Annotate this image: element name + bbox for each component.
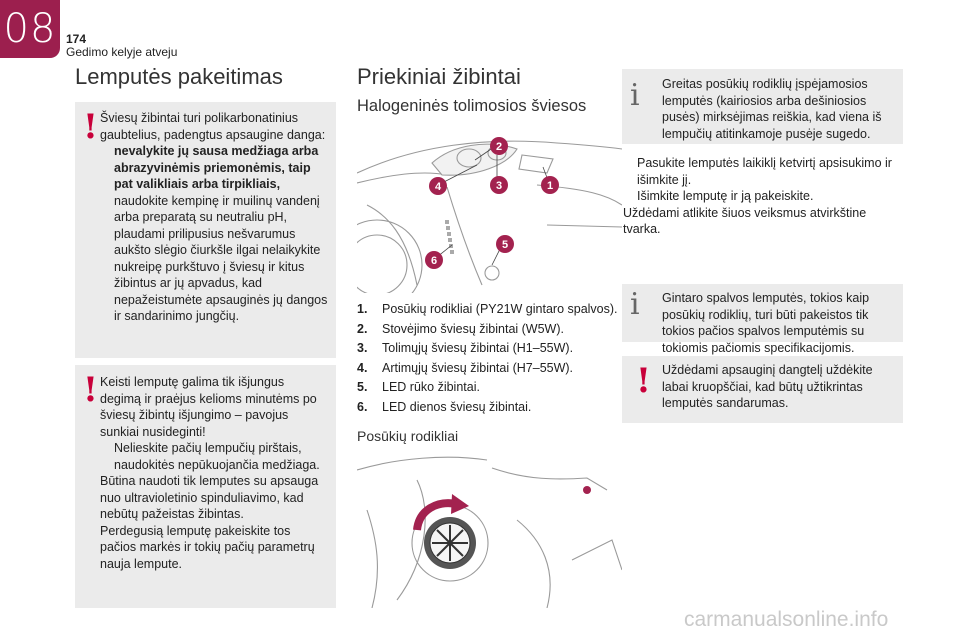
steps — [623, 155, 893, 238]
callout-1: 1 — [546, 180, 554, 192]
bullet-icon — [623, 155, 637, 188]
bulb-list — [357, 301, 622, 418]
step: Pasukite lemputės laikiklį ketvirtį apsisukimo ir išimkite jį. — [637, 156, 892, 187]
warning-icon: ! — [83, 370, 98, 410]
warning-bullet: Nelieskite pačių lempučių pirštais, naudokitės nepūkuojančia medžiaga. — [114, 441, 320, 472]
bullet-icon — [623, 188, 637, 205]
indicator-figure — [357, 450, 622, 608]
warning-bullet: plaudami prilipusius nešvarumus aukšto slėgio čiurkšle ilgai nelaikykite nukreipę purkštuvo į šviesų ir kitus žibintus ar jų apvadus, kad nepažeistumėte apsauginės jų dangos ir sandarinimo jungčių. — [114, 226, 328, 323]
page-number: 174 — [66, 32, 87, 46]
chapter-number: 08 — [3, 5, 57, 52]
middle-title: Priekiniai žibintai — [357, 64, 521, 89]
callout-6: 6 — [430, 255, 438, 267]
info-icon: i — [630, 78, 640, 113]
bullet-icon — [100, 143, 114, 193]
warning-box-seal — [622, 356, 903, 423]
callout-5: 5 — [501, 239, 509, 251]
list-item: 5. LED rūko žibintai. — [357, 380, 480, 394]
info-box-indicator — [622, 69, 903, 144]
callout-4: 4 — [434, 181, 442, 193]
warning-icon: ! — [83, 107, 98, 147]
warning-text: Būtina naudoti tik lemputes su apsauga nuo ultravioletinio spinduliavimo, kad nebūtų pažeistas žibintas. — [100, 474, 319, 521]
callout-2: 2 — [495, 141, 503, 153]
warning-bullet: nevalykite jų sausa medžiaga arba abrazyvinėmis priemonėmis, taip pat valikliais arba tirpikliais, — [114, 144, 319, 191]
middle-subtitle: Halogeninės tolimosios šviesos — [357, 97, 587, 115]
reassemble-text: Uždėdami atlikite šiuos veiksmus atvirkštine tvarka. — [623, 205, 867, 236]
bullet-icon — [100, 440, 114, 473]
callout-3: 3 — [495, 180, 503, 192]
left-title: Lemputės pakeitimas — [75, 64, 283, 89]
warning-intro: Keisti lemputę galima tik išjungus degimą ir praėjus kelioms minutėms po šviesų žibintų išjungimo – pavojus sunkiai nusideginti! — [100, 375, 317, 439]
warning-box-hot — [75, 365, 336, 608]
chapter-tab — [0, 0, 60, 58]
warning-icon: ! — [636, 361, 651, 401]
step: Išimkite lemputę ir ją pakeiskite. — [637, 189, 814, 203]
warning-text: Perdegusią lemputę pakeiskite tos pačios markės ir tokių pačių parametrų nauja lempute. — [100, 523, 315, 571]
bullet-icon — [100, 226, 114, 325]
list-item: 6. LED dienos šviesų žibintai. — [357, 399, 532, 414]
warning-box-cleaning — [75, 102, 336, 358]
list-item: 3. Tolimųjų šviesų žibintai (H1–55W). — [357, 341, 574, 355]
section-title: Gedimo kelyje atveju — [66, 45, 178, 59]
list-item: 1. Posūkių rodikliai (PY21W gintaro spalvos). — [357, 302, 618, 316]
indicator-subtitle: Posūkių rodikliai — [357, 428, 459, 444]
warning-text: Uždėdami apsauginį dangtelį uždėkite labai kruopščiai, kad būtų užtikrintas lemputės sandarumas. — [662, 363, 873, 410]
info-text: Greitas posūkių rodiklių įspėjamosios lemputės (kairiosios arba dešiniosios pusės) mirksėjimas reiškia, kad viena iš lempučių atitinkamoje pusėje sugedo. — [662, 77, 882, 141]
info-text: Gintaro spalvos lemputės, tokios kaip posūkių rodiklių, turi būti pakeistos tik tokios pačios spalvos lemputėmis su tokiomis pačiomis specifikacijomis. — [662, 291, 870, 355]
headlamp-figure — [357, 125, 622, 293]
info-icon: i — [630, 287, 640, 322]
warning-intro: Šviesų žibintai turi polikarbonatinius gaubtelius, padengtus apsaugine danga: — [100, 111, 326, 142]
bullet-icon — [100, 193, 114, 226]
list-item: 2. Stovėjimo šviesų žibintai (W5W). — [357, 321, 564, 336]
warning-bullet: naudokite kempinę ir muilinų vandenį arba preparatą su neutraliu pH, — [114, 193, 320, 224]
info-box-amber — [622, 284, 903, 355]
list-item: 4. Artimųjų šviesų žibintai (H7–55W). — [357, 360, 574, 375]
watermark: carmanualsonline.info — [684, 608, 889, 631]
